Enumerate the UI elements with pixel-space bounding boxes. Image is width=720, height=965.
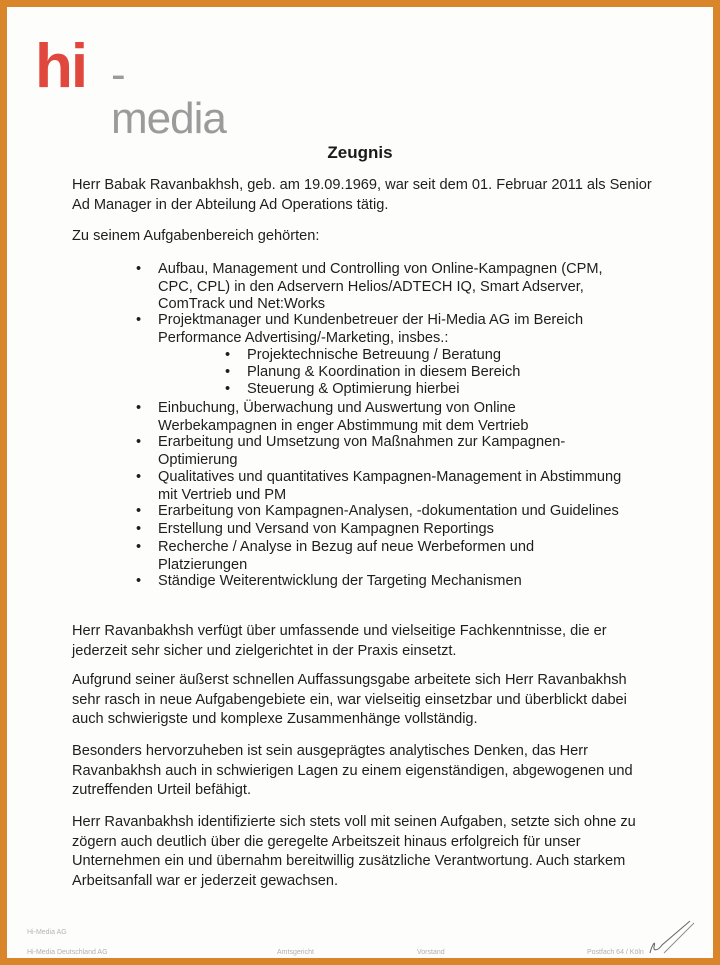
document-page <box>7 7 713 958</box>
subtask-item: • Planung & Koordination in diesem Bereich <box>225 364 521 380</box>
task-item: • Recherche / Analyse in Bezug auf neue Werbeformen und Platzierungen <box>136 539 535 573</box>
footer-company: Hi-Media Deutschland AG <box>27 949 108 956</box>
document-title: Zeugnis <box>327 143 393 162</box>
task-item: • Projektmanager und Kundenbetreuer der Hi-Media AG im Bereich Performance Advertising/-Marketing, insbes.: <box>136 312 584 346</box>
task-item: • Aufbau, Management und Controlling von Online-Kampagnen (CPM, CPC, CPL) in den Adservern Helios/ADTECH IQ, Smart Adserver, ComTrack und Net:Works <box>136 261 603 312</box>
intro-paragraph: Herr Babak Ravanbakhsh, geb. am 19.09.1969, war seit dem 01. Februar 2011 als Senior Ad Manager in der Abteilung Ad Operations tätig. <box>72 177 652 213</box>
task-item: • Qualitatives und quantitatives Kampagnen-Management in Abstimmung mit Vertrieb und PM <box>136 469 622 503</box>
subtask-item: • Steuerung & Optimierung hierbei <box>225 381 460 397</box>
logo-hi: hi <box>35 32 87 101</box>
subtask-item: • Projektechnische Betreuung / Beratung <box>225 347 501 363</box>
body-paragraph: Aufgrund seiner äußerst schnellen Auffassungsgabe arbeitete sich Herr Ravanbakhsh sehr rasch in neue Aufgabengebiete ein, war vielseitig einsetzbar und überblickt dabei auch schwierigste und komplexe Zusammenhänge vollständig. <box>72 672 627 727</box>
task-item: • Erstellung und Versand von Kampagnen Reportings <box>136 521 494 537</box>
logo-media: -media <box>111 50 226 143</box>
footer-row <box>27 949 667 958</box>
task-item: • Einbuchung, Überwachung und Auswertung von Online Werbekampagnen in enger Abstimmung mit dem Vertrieb <box>136 400 529 434</box>
task-item: • Erarbeitung von Kampagnen-Analysen, -dokumentation und Guidelines <box>136 503 619 519</box>
page-signature-mark <box>642 917 702 957</box>
footer-address: Postfach 64 / Köln <box>587 949 644 956</box>
footer-note: Hi-Media AG <box>27 929 67 936</box>
task-item: • Ständige Weiterentwicklung der Targeting Mechanismen <box>136 573 522 589</box>
footer-court: Amtsgericht <box>277 949 314 956</box>
body-paragraph: Besonders hervorzuheben ist sein ausgeprägtes analytisches Denken, das Herr Ravanbakhsh auch in schwierigen Lagen zu einem eigenständigen, abgewogenen und zutreffenden Urteil befähigt. <box>72 743 633 798</box>
footer-board: Vorstand <box>417 949 445 956</box>
tasks-heading: Zu seinem Aufgabenbereich gehörten: <box>72 228 320 244</box>
body-paragraph: Herr Ravanbakhsh verfügt über umfassende und vielseitige Fachkenntnisse, die er jederzeit sehr sicher und zielgerichtet in der Praxis einsetzt. <box>72 623 607 659</box>
body-paragraph: Herr Ravanbakhsh identifizierte sich stets voll mit seinen Aufgaben, setzte sich ohne zu zögern auch deutlich über die geregelte Arbeitszeit hinaus erfolgreich für unser Unternehmen ein und übernahm bereitwillig zusätzliche Verantwortung. Auch starkem Arbeitsanfall war er jederzeit gewachsen. <box>72 814 636 889</box>
task-item: • Erarbeitung und Umsetzung von Maßnahmen zur Kampagnen-Optimierung <box>136 434 566 468</box>
